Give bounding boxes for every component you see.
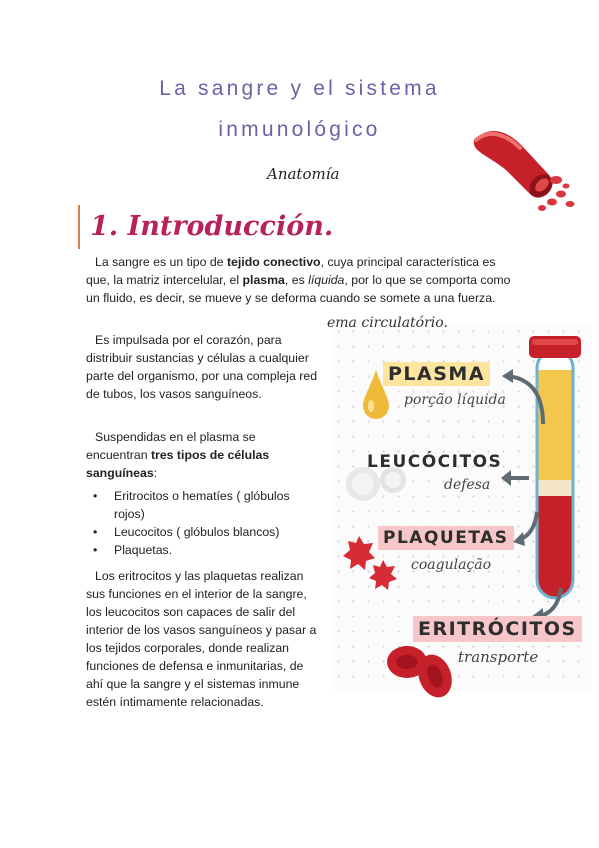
suspendidas-bold: tres tipos de células sanguíneas	[86, 448, 270, 480]
intro-text-3: , es	[284, 273, 309, 287]
suspendidas-text-2: :	[153, 466, 158, 480]
suspendidas-text-1: Suspendidas en el plasma se encuentran	[86, 430, 256, 462]
arrow-icon	[499, 368, 549, 428]
arrow-icon	[511, 508, 541, 550]
page-subtitle: Anatomía	[267, 165, 340, 183]
list-item: • Eritrocitos o hematíes ( glóbulos rojos)	[86, 487, 318, 523]
intro-text-4: , por lo que se comporta como un fluido, es decir, se mueve y se deforma cuando se somete a una fuerza.	[86, 273, 511, 305]
erythrocytes-icon	[385, 640, 465, 700]
intro-italic-liquida: líquida	[308, 273, 345, 287]
plaquetas-sublabel: coagulação	[411, 557, 492, 573]
intro-bold-tejido: tejido conectivo	[226, 255, 321, 269]
paragraph-eritrocitos: Los eritrocitos y las plaquetas realizan sus funciones en el interior de la sangre, los leucocitos son capaces de salir del interior de los vasos sanguíneos y pasar a los tejidos corporales, donde realizan funciones de defensa e inmunitarias, de ahí que la sangre y el sistemas inmune estén íntimamente relacionadas.	[86, 569, 317, 709]
eritrocitos-sublabel: transporte	[458, 648, 539, 666]
intro-bold-plasma: plasma	[242, 273, 285, 287]
infographic-top-fragment: ema circulatório.	[327, 315, 448, 331]
blood-components-infographic	[327, 315, 591, 690]
list-item: • Leucocitos ( glóbulos blancos)	[86, 523, 318, 541]
blood-vessel-illustration	[466, 118, 584, 218]
cell-types-list	[86, 487, 318, 559]
eritrocitos-label: ERITRÓCITOS	[413, 616, 582, 642]
paragraph-suspendidas	[86, 428, 318, 482]
section-heading: 1. Introducción.	[78, 205, 333, 249]
plasma-label: PLASMA	[383, 362, 490, 386]
plasma-sublabel: porção líquida	[404, 392, 506, 408]
paragraph-impulsada: Es impulsada por el corazón, para distribuir sustancias y células a cualquier parte del organismo, por una compleja red de tubos, los vasos sanguíneos.	[86, 333, 318, 401]
plaquetas-label: PLAQUETAS	[378, 526, 514, 550]
intro-text-1: La sangre es un tipo de	[95, 255, 227, 269]
arrow-icon	[499, 458, 533, 498]
page-title-line-2: inmunológico	[218, 118, 381, 141]
page-title-line-1: La sangre y el sistema	[159, 77, 440, 100]
leucocitos-label: LEUCÓCITOS	[367, 452, 503, 472]
intro-text-2: , cuya principal característica es que, la matriz intercelular, el	[86, 255, 496, 287]
list-item: • Plaquetas.	[86, 541, 318, 559]
intro-paragraph	[86, 253, 518, 307]
leucocitos-sublabel: defesa	[444, 477, 491, 493]
